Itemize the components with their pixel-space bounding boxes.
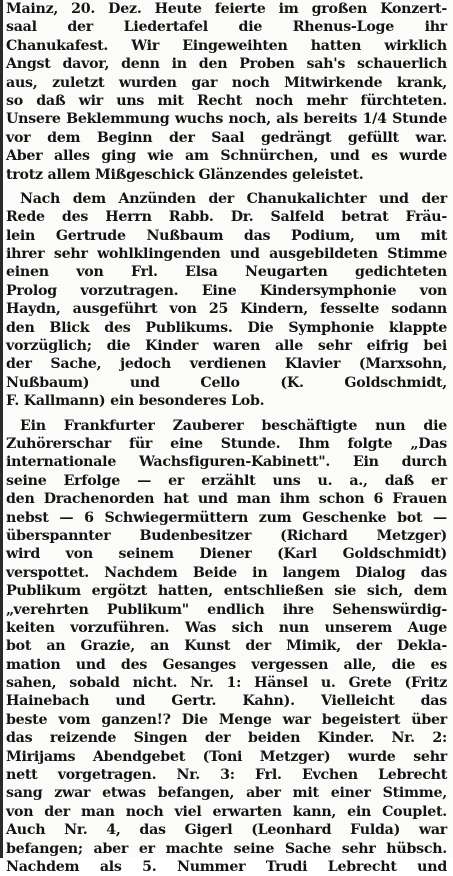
text-line: seine Erfolge — er erzählt uns u. a., daß er [6, 472, 447, 489]
text-line: trotz allem Mißgeschick Glänzendes geleistet. [6, 166, 364, 183]
paragraph [6, 417, 447, 876]
text-line: ihrer sehr wohlklingenden und ausgebildeten Stimme [6, 246, 447, 263]
text-line: Ein Frankfurter Zauberer beschäftigte nun die [20, 417, 447, 434]
text-line: F. Kallmann) ein besonderes Lob. [6, 393, 265, 410]
text-line: sahen, sobald nicht. Nr. 1: Hänsel u. Grete (Fritz [6, 675, 447, 692]
article-text [6, 0, 447, 876]
text-line: Zuhörerschar für eine Stunde. Ihm folgte „Das [6, 435, 447, 452]
text-line: einen von Frl. Elsa Neugarten gedichteten [6, 264, 447, 281]
text-line: sang zwar etwas befangen, aber mit einer Stimme, [6, 785, 447, 802]
text-line: Hainebach und Gertr. Kahn). Vielleicht das [6, 693, 447, 710]
text-line: nett vorgetragen. Nr. 3: Frl. Evchen Lebrecht [6, 767, 447, 784]
text-line: so daß wir uns mit Recht noch mehr fürchteten. [6, 92, 447, 109]
text-line: saal der Liedertafel die Rhenus-Loge ihr [6, 19, 447, 36]
text-line: mation und des Gesanges vergessen alle, die es [6, 656, 447, 673]
text-line: Publikum ergötzt hatten, entschließen sie sich, dem [6, 583, 447, 600]
text-line: wird von seinem Diener (Karl Goldschmidt) [6, 546, 447, 563]
text-line: Nachdem als 5. Nummer Trudi Lebrecht und [6, 858, 447, 875]
text-line: das reizende Singen der beiden Kinder. Nr. 2: [6, 730, 447, 747]
text-line: vor dem Beginn der Saal gedrängt gefüllt war. [6, 129, 447, 146]
text-line: lein Gertrude Nußbaum das Podium, um mit [6, 227, 447, 244]
text-line: Mirijams Abendgebet (Toni Metzger) wurde sehr [6, 748, 447, 765]
text-line: überspannter Budenbesitzer (Richard Metzger) [6, 527, 447, 544]
paragraph [6, 190, 447, 411]
text-line: keiten vorzuführen. Was sich nun unserem Auge [6, 619, 447, 636]
text-line: beste vom ganzen!? Die Menge war begeistert über [6, 711, 447, 728]
text-line: Unsere Beklemmung wuchs noch, als bereits 1/4 Stunde [6, 111, 447, 128]
text-line: Mainz, 20. Dez. Heute feierte im großen Konzert- [6, 1, 447, 17]
text-line: aus, zuletzt wurden gar noch Mitwirkende krank, [6, 74, 447, 91]
text-line: Prolog vorzutragen. Eine Kindersymphonie von [6, 282, 447, 299]
text-line: Rede des Herrn Rabb. Dr. Salfeld betrat Fräu- [6, 209, 447, 226]
text-line: von der man noch viel erwarten kann, ein Couplet. [6, 803, 447, 820]
text-line: der Sache, jedoch verdienen Klavier (Marxsohn, [6, 356, 447, 373]
text-line: Auch Nr. 4, das Gigerl (Leonhard Fulda) war [6, 822, 447, 839]
text-line: verspottet. Nachdem Beide in langem Dialog das [6, 564, 447, 581]
text-line: Angst davor, denn in den Proben sah's schauerlich [6, 56, 447, 73]
text-line: Chanukafest. Wir Eingeweihten hatten wirklich [6, 37, 447, 54]
text-line: „verehrten Publikum" endlich ihre Sehenswürdig- [6, 601, 447, 618]
scan-edge [0, 0, 3, 858]
text-line: Nußbaum) und Cello (K. Goldschmidt, [6, 374, 447, 391]
text-line: den Drachenorden hat und man ihm schon 6 Frauen [6, 491, 447, 508]
text-line: nebst — 6 Schwiegermüttern zum Geschenke bot — [6, 509, 447, 526]
text-line: Aber alles ging wie am Schnürchen, und es wurde [6, 148, 447, 165]
text-line: vorzüglich; die Kinder waren alle sehr eifrig bei [6, 338, 447, 355]
text-line: Haydn, ausgeführt von 25 Kindern, fesselte sodann [6, 301, 447, 318]
paragraph [6, 0, 447, 184]
text-line: internationale Wachsfiguren-Kabinett". Ein durch [6, 454, 447, 471]
text-line: Nach dem Anzünden der Chanukalichter und der [20, 190, 447, 207]
text-line: bot an Grazie, an Kunst der Mimik, der Dekla- [6, 638, 447, 655]
text-line: den Blick des Publikums. Die Symphonie klappte [6, 319, 447, 336]
text-line: befangen; aber er machte seine Sache sehr hübsch. [6, 840, 447, 857]
